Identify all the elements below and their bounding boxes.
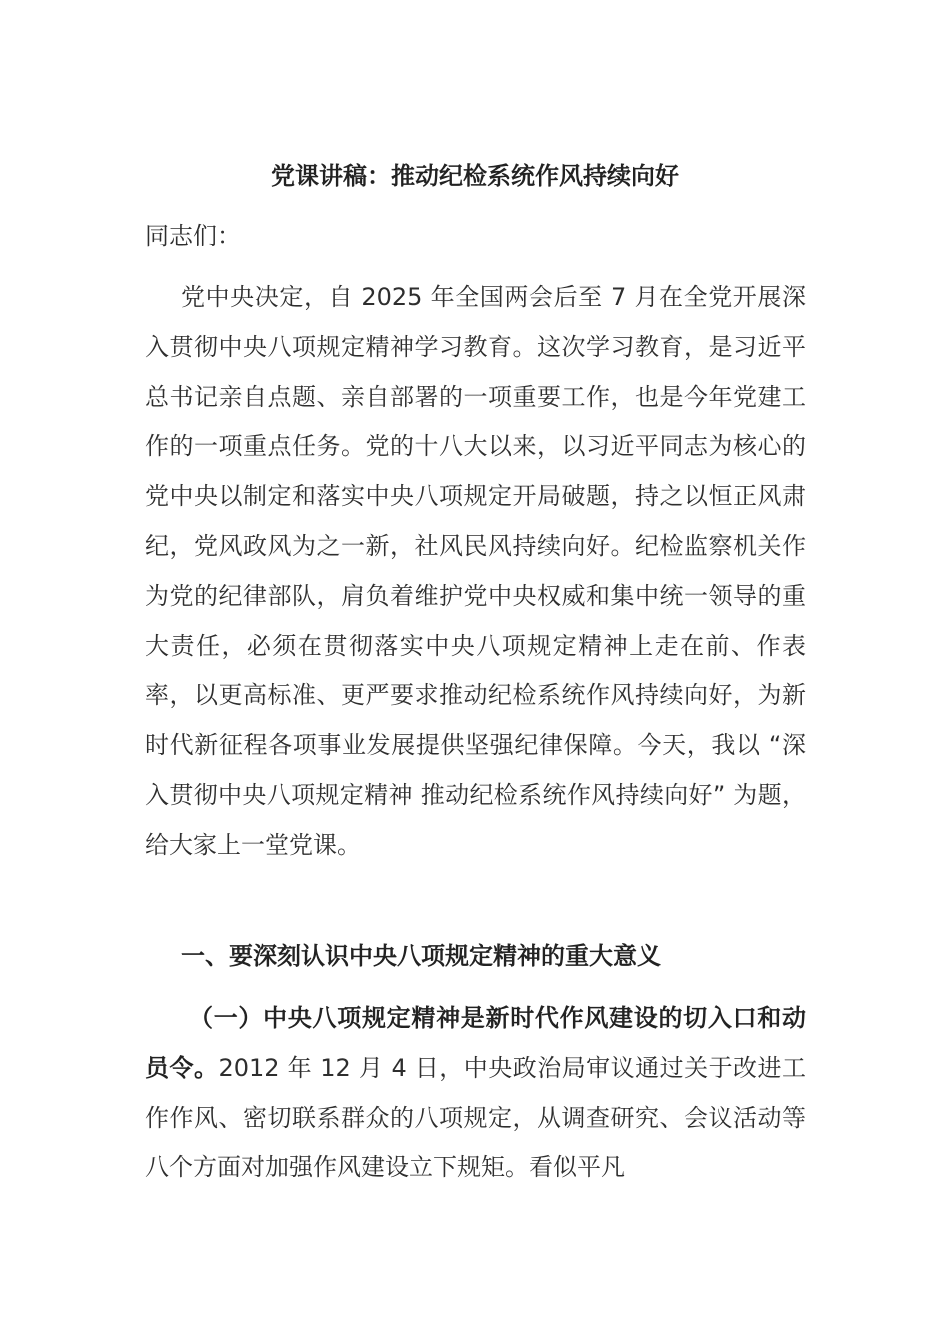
paragraph-section-1-1 — [145, 994, 806, 1193]
salutation: 同志们： — [145, 222, 241, 250]
subheading-1: （一）中央八项规定精神是新时代作风建设的切入口和动员令。 — [145, 1004, 806, 1082]
section-heading-1: 一、要深刻认识中央八项规定精神的重大意义 — [181, 942, 661, 970]
document-title: 党课讲稿：推动纪检系统作风持续向好 — [271, 162, 679, 190]
paragraph-section-1-1-text: 2012 年 12 月 4 日，中央政治局审议通过关于改进工作作风、密切联系群众的八项规定，从调查研究、会议活动等八个方面对加强作风建设立下规矩。看似平凡 — [145, 1053, 806, 1182]
paragraph-intro: 党中央决定，自 2025 年全国两会后至 7 月在全党开展深入贯彻中央八项规定精神学习教育。这次学习教育，是习近平总书记亲自点题、亲自部署的一项重要工作，也是今年党建工作的一项重点任务。党的十八大以来，以习近平同志为核心的党中央以制定和落实中央八项规定开局破题，持之以恒正风肃纪，党风政风为之一新，社风民风持续向好。纪检监察机关作为党的纪律部队，肩负着维护党中央权威和集中统一领导的重大责任，必须在贯彻落实中央八项规定精神上走在前、作表率，以更高标准、更严要求推动纪检系统作风持续向好，为新时代新征程各项事业发展提供坚强纪律保障。今天，我以 “深入贯彻中央八项规定精神 推动纪检系统作风持续向好” 为题，给大家上一堂党课。 — [145, 283, 806, 859]
